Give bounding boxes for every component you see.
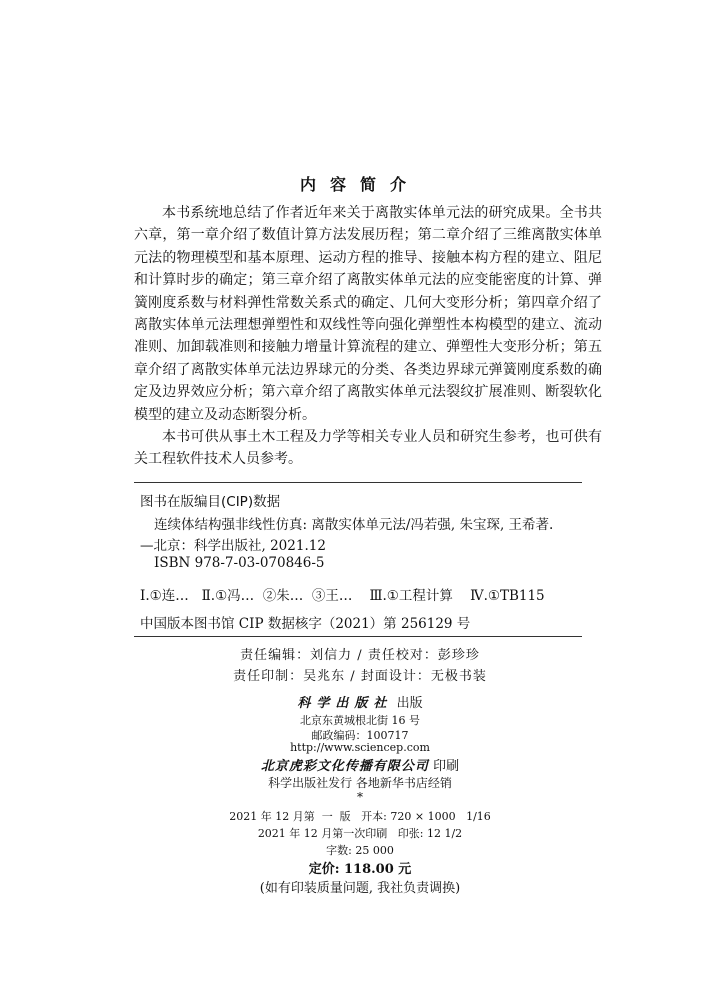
publisher-name: 科学出版社 [297,696,393,711]
cip-isbn: ISBN 978-7-03-070846-5 [154,555,325,571]
printer-name: 北京虎彩文化传播有限公司 [260,759,429,774]
printer-suffix: 印刷 [433,759,460,774]
intro-title: 内容简介 [299,175,420,194]
intro-body [134,202,602,471]
word-count: 字数: 25 000 [326,844,394,857]
cip-entry-line: 连续体结构强非线性仿真: 离散实体单元法/冯若强, 朱宝琛, 王希著. [154,517,554,533]
publisher-postcode: 邮政编码：100717 [311,729,409,742]
intro-paragraph: 本书可供从事土木工程及力学等相关专业人员和研究生参考，也可供有关工程软件技术人员参考。 [134,429,602,468]
publisher-line [0,692,720,711]
printer-line [0,755,720,774]
quality-note: (如有印装质量问题, 我社负责调换) [259,881,461,896]
distribution-line: 科学出版社发行 各地新华书店经销 [268,776,452,790]
staff-production: 责任印制：吴兆东 / 封面设计：无极书装 [233,669,487,684]
cip-heading: 图书在版编目(CIP)数据 [140,494,281,510]
printing-line: 2021 年 12 月第一次印刷 印张: 12 1/2 [257,827,463,840]
price: 定价: 118.00 元 [308,862,412,877]
staff-editors: 责任编辑：刘信力 / 责任校对：彭珍珍 [240,648,480,663]
cip-entry-line: —北京：科学出版社, 2021.12 [140,538,326,554]
publisher-suffix: 出版 [396,696,423,711]
cip-bottom-divider [134,636,582,637]
cip-record-number: 中国版本图书馆 CIP 数据核字（2021）第 256129 号 [140,616,471,632]
intro-paragraph: 本书系统地总结了作者近年来关于离散实体单元法的研究成果。全书共六章，第一章介绍了数值计算方法发展历程；第二章介绍了三维离散实体单元法的物理模型和基本原理、运动方程的推导、接触本构方程的建立、阻尼和计算时步的确定；第三章介绍了离散实体单元法的应变能密度的计算、弹簧刚度系数与材料弹性常数关系式的确定、几何大变形分析；第四章介绍了离散实体单元法理想弹塑性和双线性等向强化弹塑性本构模型的建立、流动准则、加卸载准则和接触力增量计算流程的建立、弹塑性大变形分析；第五章介绍了离散实体单元法边界球元的分类、各类边界球元弹簧刚度系数的确定及边界效应分析；第六章介绍了离散实体单元法裂纹扩展准则、断裂软化模型的建立及动态断裂分析。 [134,205,602,423]
separator-star: * [357,790,363,804]
cip-top-divider [134,482,582,483]
cip-classification: Ⅰ.①连… Ⅱ.①冯… ②朱… ③王… Ⅲ.①工程计算 Ⅳ.①TB115 [140,588,545,604]
publisher-address: 北京东黄城根北街 16 号 [300,714,420,727]
edition-line: 2021 年 12 月第 一 版 开本: 720 × 1000 1/16 [229,810,491,823]
publisher-website: http://www.sciencep.com [290,741,430,754]
